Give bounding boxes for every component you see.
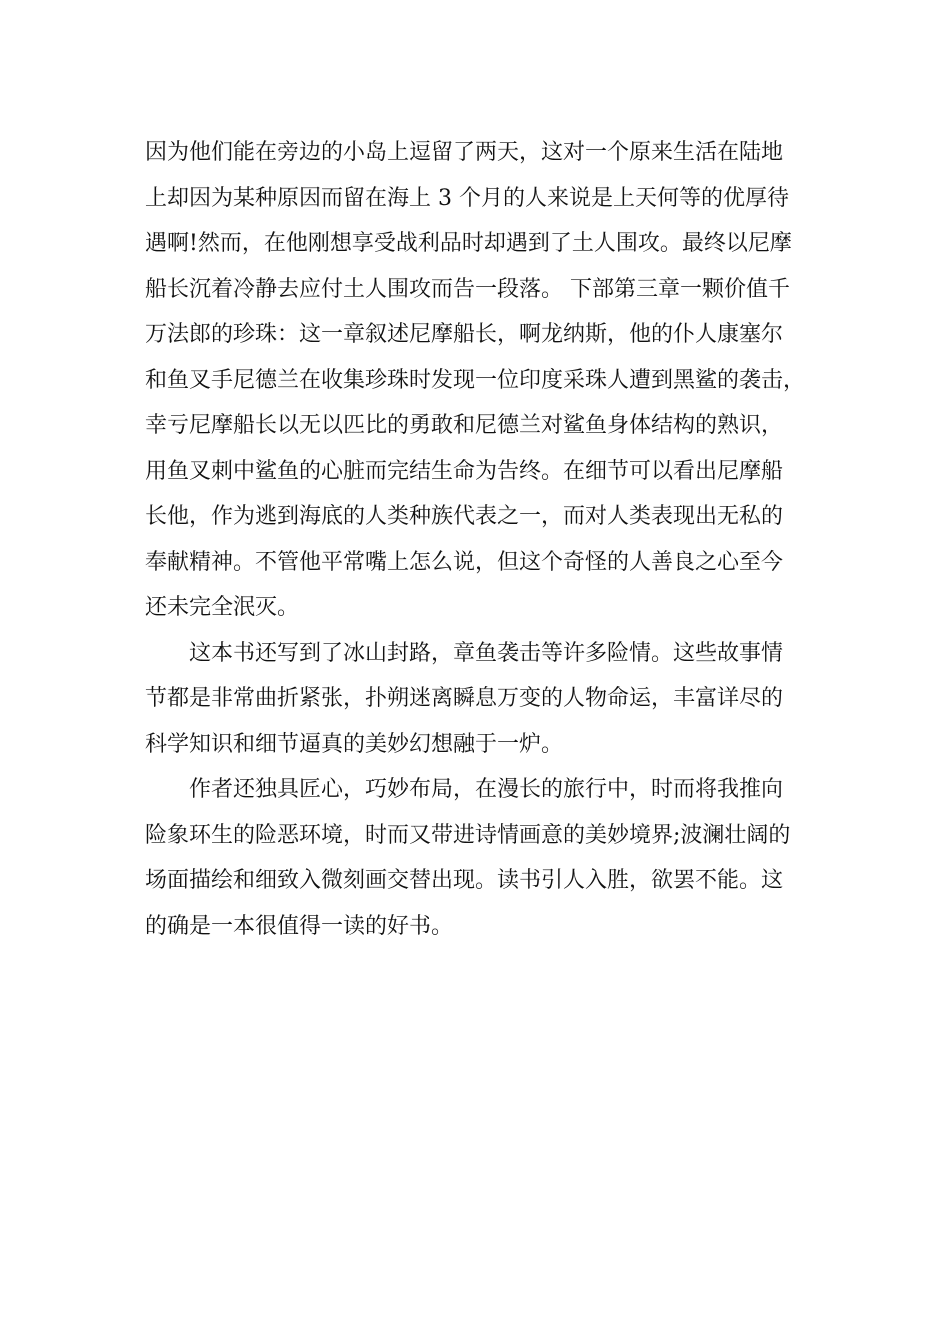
text-line: 奉献精神。不管他平常嘴上怎么说，但这个奇怪的人善良之心至今 [145, 549, 784, 575]
text-line: 和鱼叉手尼德兰在收集珍珠时发现一位印度采珠人遭到黑鲨的袭击， [145, 367, 806, 393]
text-line: 场面描绘和细致入微刻画交替出现。读书引人入胜，欲罢不能。这 [145, 868, 784, 893]
text-line: 遇啊!然而，在他刚想享受战利品时却遇到了土人围攻。最终以尼摩 [145, 231, 792, 256]
text-line: 因为他们能在旁边的小岛上逗留了两天，这对一个原来生活在陆地 [145, 140, 784, 165]
text-line: 节都是非常曲折紧张，扑朔迷离瞬息万变的人物命运，丰富详尽的 [145, 686, 784, 711]
paragraph-3 [145, 767, 815, 949]
text-line: 幸亏尼摩船长以无以匹比的勇敢和尼德兰对鲨鱼身体结构的熟识， [145, 413, 784, 438]
text-line: 用鱼叉刺中鲨鱼的心脏而完结生命为告终。在细节可以看出尼摩船 [145, 458, 784, 484]
document-body [145, 130, 815, 949]
text-line: 船长沉着冷静去应付土人围攻而告一段落。 下部第三章一颗价值千 [145, 276, 790, 302]
text-line: 这本书还写到了冰山封路，章鱼袭击等许多险情。这些故事情 [189, 640, 784, 666]
text-line: 上却因为某种原因而留在海上 3 个月的人来说是上天何等的优厚待 [145, 185, 789, 211]
paragraph-2 [145, 631, 815, 768]
paragraph-1 [145, 130, 815, 631]
text-line: 作者还独具匠心，巧妙布局，在漫长的旅行中，时而将我推向 [189, 777, 784, 802]
text-line: 长他，作为逃到海底的人类种族代表之一，而对人类表现出无私的 [145, 504, 784, 529]
text-line: 科学知识和细节逼真的美妙幻想融于一炉。 [145, 731, 564, 757]
text-line: 的确是一本很值得一读的好书。 [145, 913, 454, 939]
text-line: 险象环生的险恶环境，时而又带进诗情画意的美妙境界;波澜壮阔的 [145, 822, 791, 848]
text-line: 万法郎的珍珠：这一章叙述尼摩船长，啊龙纳斯，他的仆人康塞尔 [145, 322, 784, 347]
text-line: 还未完全泯灭。 [145, 595, 300, 620]
